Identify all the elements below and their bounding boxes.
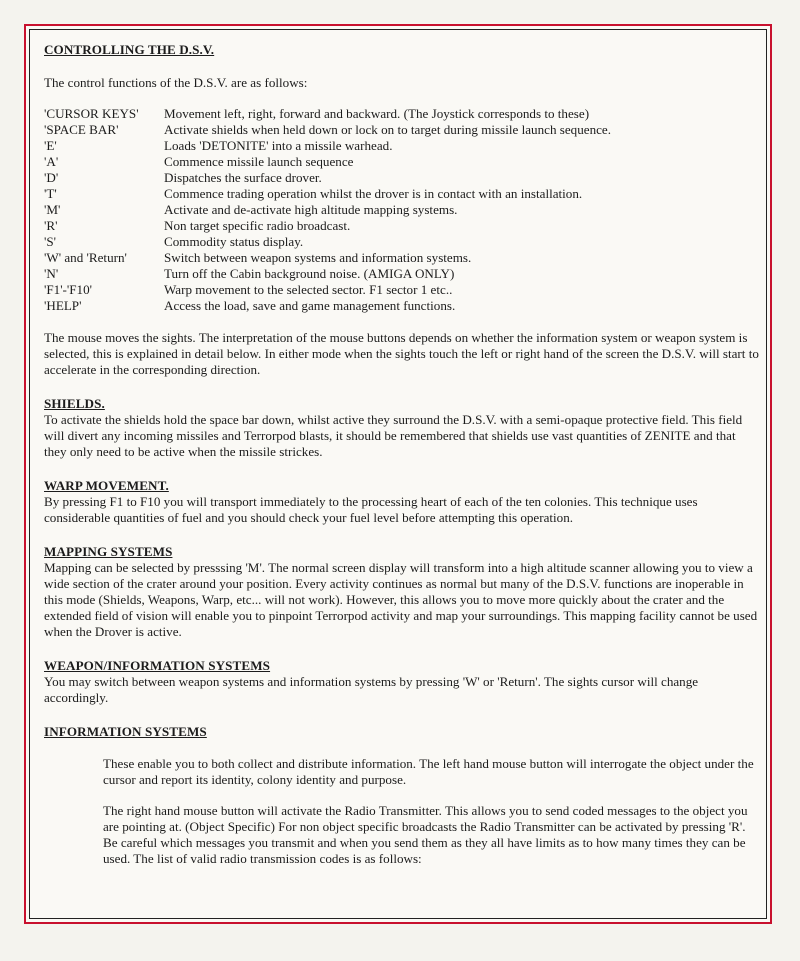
control-row [44,250,760,266]
control-row [44,170,760,186]
control-row [44,234,760,250]
section-body: To activate the shields hold the space bar down, whilst active they surround the D.S.V. with a semi-opaque protective field. This field will divert any incoming missiles and Terrorpod blasts, it should be remembered that shields use vast quantities of ZENITE and that they only need to be active when the missile strickes. [44,412,743,459]
control-key: 'M' [44,202,61,217]
control-row [44,218,760,234]
intro-text: The control functions of the D.S.V. are as follows: [44,75,308,90]
control-row [44,266,760,282]
section-title: SHIELDS. [44,396,105,411]
control-row [44,282,760,298]
control-desc: Commodity status display. [164,234,304,249]
control-key: 'D' [44,170,59,185]
control-desc: Commence missile launch sequence [164,154,354,169]
mouse-paragraph: The mouse moves the sights. The interpretation of the mouse buttons depends on whether the information system or weapon system is selected, this is explained in detail below. In either mode when the sights touch the left or right hand of the screen the D.S.V. will start to accelerate in the corresponding direction. [44,330,759,377]
control-row [44,122,760,138]
control-key: 'R' [44,218,58,233]
control-key: 'HELP' [44,298,82,313]
control-desc: Dispatches the surface drover. [164,170,322,185]
control-desc: Access the load, save and game management functions. [164,298,456,313]
control-key: 'F1'-'F10' [44,282,93,297]
section-body: By pressing F1 to F10 you will transport immediately to the processing heart of each of the ten colonies. This technique uses considerable quantities of fuel and you should check your fuel level before attempting this operation. [44,494,698,525]
control-desc: Warp movement to the selected sector. F1 sector 1 etc.. [164,282,453,297]
section-shields [44,396,760,460]
section-body: You may switch between weapon systems and information systems by pressing 'W' or 'Return'. The sights cursor will change accordingly. [44,674,699,705]
control-key: 'A' [44,154,59,169]
control-row [44,186,760,202]
section-title: WEAPON/INFORMATION SYSTEMS [44,658,271,673]
section-title: WARP MOVEMENT. [44,478,169,493]
section-weapon-information-systems [44,658,760,706]
control-desc: Movement left, right, forward and backward. (The Joystick corresponds to these) [164,106,590,121]
control-desc: Commence trading operation whilst the drover is in contact with an installation. [164,186,583,201]
section-information-systems [44,724,760,867]
control-desc: Turn off the Cabin background noise. (AMIGA ONLY) [164,266,455,281]
control-desc: Non target specific radio broadcast. [164,218,351,233]
section-body: Mapping can be selected by presssing 'M'. The normal screen display will transform into a high altitude scanner allowing you to view a wide section of the crater around your position. Every activity continues as normal but many of the D.S.V. functions are inoperable in this mode (Shields, Weapons, Warp, etc... will not work). However, this allows you to move more quickly about the crater and the extended field of vision will enable you to pinpoint Terrorpod activity and map your surroundings. This mapping facility cannot be used when the Drover is active. [44,560,758,639]
control-key: 'CURSOR KEYS' [44,106,139,121]
page-heading: CONTROLLING THE D.S.V. [44,42,215,57]
info-paragraph: The right hand mouse button will activate the Radio Transmitter. This allows you to send coded messages to the object you are pointing at. (Object Specific) For non object specific broadcasts the Radio Transmitter can be activated by pressing 'R'. Be careful which messages you transmit and when you send them as they all have limits as to how many times they can be used. The list of valid radio transmission codes is as follows: [103,803,748,866]
control-row [44,298,760,314]
section-title: INFORMATION SYSTEMS [44,724,207,739]
control-key: 'E' [44,138,57,153]
section-mapping-systems [44,544,760,640]
control-row [44,202,760,218]
control-row [44,106,760,122]
control-desc: Loads 'DETONITE' into a missile warhead. [164,138,393,153]
control-desc: Activate and de-activate high altitude mapping systems. [164,202,458,217]
controls-list [44,106,760,314]
control-key: 'W' and 'Return' [44,250,127,265]
document-body [44,42,760,867]
control-desc: Switch between weapon systems and information systems. [164,250,472,265]
section-warp-movement [44,478,760,526]
control-row [44,138,760,154]
info-paragraph: These enable you to both collect and distribute information. The left hand mouse button will interrogate the object under the cursor and report its identity, colony identity and purpose. [103,756,754,787]
control-key: 'N' [44,266,59,281]
control-row [44,154,760,170]
control-key: 'SPACE BAR' [44,122,119,137]
control-key: 'T' [44,186,57,201]
section-title: MAPPING SYSTEMS [44,544,173,559]
control-desc: Activate shields when held down or lock on to target during missile launch sequence. [164,122,612,137]
control-key: 'S' [44,234,57,249]
